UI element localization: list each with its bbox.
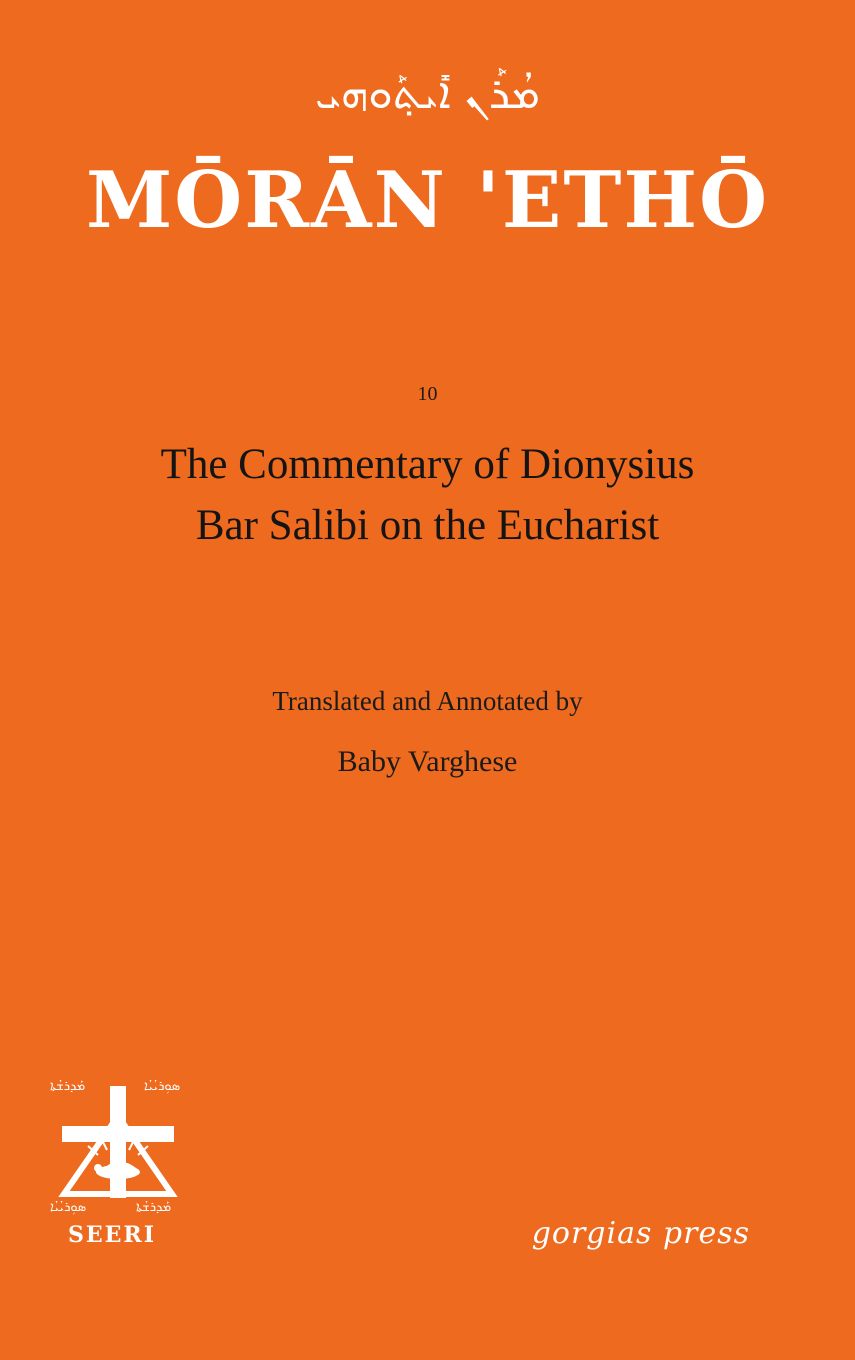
series-title: MŌRĀN 'ETHŌ (85, 155, 770, 246)
seeri-syriac-top-left: ܡܰܕܪܫܳܬܐ (50, 1079, 86, 1094)
seeri-syriac-bottom-right: ܡܰܕܪܫܳܬܐ (136, 1200, 172, 1215)
institute-label: SEERI (68, 1222, 156, 1248)
title-line-2: Bar Salibi on the Eucharist (195, 502, 660, 550)
seeri-syriac-top-right: ܣܘܼܪܝܳܝܳܐ (144, 1079, 181, 1094)
seeri-logo-icon (32, 1068, 192, 1218)
volume-number: 10 (417, 383, 438, 405)
page-title (50, 434, 805, 556)
seeri-syriac-bottom-left: ܣܘܼܪܝܳܝܳܐ (50, 1200, 87, 1215)
contributor-name: Baby Varghese (337, 745, 518, 778)
title-line-1: The Commentary of Dionysius (160, 441, 695, 488)
syriac-series-text: ܡܳܪܰܢ ܐܺܝܬ݂ܰܘܗܝ (315, 68, 540, 119)
contributor-role: Translated and Annotated by (272, 686, 583, 716)
publisher-name: gorgias press (531, 1216, 750, 1251)
